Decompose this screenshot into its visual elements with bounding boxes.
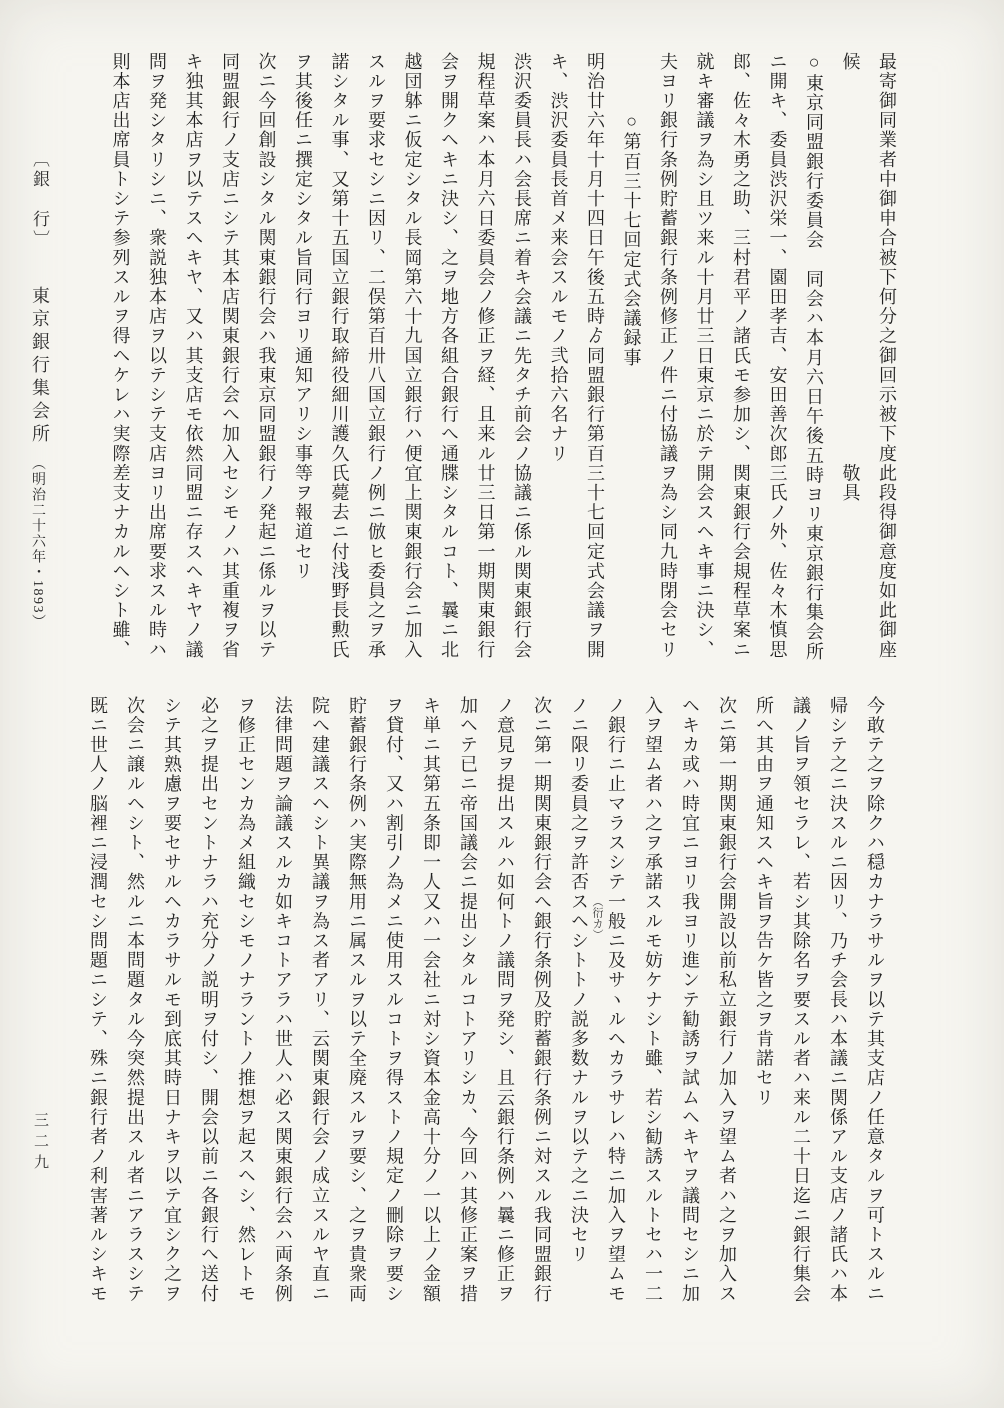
text-column: 法律問題ヲ論議スルカ如キコトアラハ世人ハ必ス関東銀行会ハ両条例: [273, 696, 293, 1304]
text-column: 則本店出席員トシテ参列スルヲ得ヘケレハ実際差支ナカルヘシト雖、: [110, 52, 131, 660]
text-column: 貯蓄銀行条例ハ実際無用ニ属スルヲ以テ全廃スルヲ要シ、之ヲ貴衆両: [347, 696, 367, 1304]
text-column: ヲ修正センカ為メ組織セシモノナラントノ推想ヲ起スヘシ、然レトモ: [236, 696, 256, 1304]
text-column: 次ニ第一期関東銀行会開設以前私立銀行ノ加入ヲ望ム者ハ之ヲ加入ス: [717, 696, 737, 1304]
text-column: 今敢テ之ヲ除クハ穏カナラサルヲ以テ其支店ノ任意タルヲ可トスルニ: [865, 696, 885, 1304]
text-column: 帰シテ之ニ決スルニ因リ、乃チ会長ハ本議ニ関係アル支店ノ諸氏ハ本: [828, 696, 848, 1304]
text-column: 次ニ今回創設シタル関東銀行会ハ我東京同盟銀行ノ発起ニ係ルヲ以テ: [256, 52, 277, 660]
section-heading-column: ○第百三十七回定式会議録事: [621, 52, 642, 368]
text-column: 就キ審議ヲ為シ且ツ来ル十月廿三日東京ニ於テ開会スヘキ事ニ決シ、: [694, 52, 715, 660]
margin-category-label: 〔銀 行〕: [30, 150, 49, 250]
text-column: 次会ニ譲ルヘシト、然ルニ本問題タル今突然提出スル者ニアラスシテ: [125, 696, 145, 1304]
text-column: 候 敬具: [840, 52, 861, 503]
text-column: 既ニ世人ノ脳裡ニ浸潤セシ問題ニシテ、殊ニ銀行者ノ利害著ルシキモ: [88, 696, 108, 1304]
text-column: スルヲ要求セシニ因リ、二俣第百卅八国立銀行ノ例ニ倣ヒ委員之ヲ承: [366, 52, 386, 660]
page-number: 三二九: [32, 1112, 48, 1175]
text-column: 郎、佐々木勇之助、三村君平ノ諸氏モ参加シ、関東銀行会規程草案ニ: [731, 52, 751, 660]
text-column: キ、渋沢委員長首メ来会スルモノ弐拾六名ナリ: [548, 52, 569, 464]
text-column: 議ノ旨ヲ領セラレ、若シ其除名ヲ要スル者ハ来ル二十日迄ニ銀行集会: [791, 696, 811, 1304]
margin-year-label: （明治二十六年・1893）: [30, 456, 45, 630]
text-column: 規程草案ハ本月六日委員会ノ修正ヲ経、且来ル廿三日第一期関東銀行: [475, 52, 496, 660]
margin-source-label: 東京銀行集会所: [30, 286, 50, 447]
text-column: 会ヲ開クヘキニ決シ、之ヲ地方各組合銀行へ通牒シタルコト、曩ニ北: [439, 52, 459, 660]
text-column: 必之ヲ提出セントナラハ充分ノ説明ヲ付シ、開会以前ニ各銀行へ送付: [199, 696, 219, 1304]
text-column: キ独其本店ヲ以テスヘキヤ、又ハ其支店モ依然同盟ニ存スヘキヤノ議: [183, 52, 204, 660]
text-column: シテ其熟慮ヲ要セサルヘカラサルモ到底其時日ナキヲ以テ宜シク之ヲ: [162, 696, 182, 1304]
text-column: 所へ其由ヲ通知スヘキ旨ヲ告ケ皆之ヲ肯諾セリ: [754, 696, 774, 1108]
text-column: 最寄御同業者中御申合被下何分之御回示被下度此段得御意度如此御座: [877, 52, 897, 660]
text-column: ニ開キ、委員渋沢栄一、園田孝吉、安田善次郎三氏ノ外、佐々木慎思: [767, 52, 788, 660]
text-column: 加ヘテ已ニ帝国議会ニ提出シタルコトアリシカ、今回ハ其修正案ヲ措: [458, 696, 478, 1304]
text-column: 越団躰ニ仮定シタル長岡第六十九国立銀行ハ便宜上関東銀行会ニ加入: [402, 52, 423, 660]
bottom-text-block: [79, 696, 893, 1321]
text-column: ヲ其後任ニ撰定シタル旨同行ヨリ通知アリシ事等ヲ報道セリ: [293, 52, 313, 582]
text-column: ノニ限リ委員之ヲ許否スヘシトトノ説多数ナルヲ以テ之ニ決セリ: [569, 696, 589, 1265]
text-column: 院へ建議スヘシト異議ヲ為ス者アリ、云関東銀行会ノ成立スルヤ直ニ: [310, 696, 330, 1304]
text-column: ノ意見ヲ提出スルハ如何トノ議問ヲ発シ、且云銀行条例ハ曩ニ修正ヲ: [495, 696, 515, 1304]
text-column: 問ヲ発シタリシニ、衆説独本店ヲ以テシテ支店ヨリ出席要求スル時ハ: [147, 52, 167, 660]
text-column: キ単ニ其第五条即一人又ハ一会社ニ対シ資本金高十分ノ一以上ノ金額: [421, 696, 441, 1304]
text-column: 次ニ第一期関東銀行会へ銀行条例及貯蓄銀行条例ニ対スル我同盟銀行: [532, 696, 552, 1304]
text-column: 夫ヨリ銀行条例貯蓄銀行条例修正ノ件ニ付協議ヲ為シ同九時閉会セリ: [658, 52, 678, 660]
text-column: 渋沢委員長ハ会長席ニ着キ会議ニ先タチ前会ノ協議ニ係ル関東銀行会: [512, 52, 532, 660]
text-column: 入ヲ望ム者ハ之ヲ承諾スルモ妨ケナシト雖、若シ勧誘スルトセハ一二: [643, 696, 663, 1304]
top-text-block: [102, 52, 905, 677]
text-column: ヲ貸付、又ハ割引ノ為メニ使用スルコトヲ得ストノ規定ノ刪除ヲ要シ: [384, 696, 404, 1304]
text-column: ○東京同盟銀行委員会 同会ハ本月六日午後五時ヨリ東京銀行集会所: [804, 52, 824, 662]
text-column: 明治廿六年十月十四日午後五時ゟ同盟銀行第百三十七回定式会議ヲ開: [585, 52, 605, 660]
text-column: ヘキカ或ハ時宜ニヨリ我ヨリ進ンテ勧誘ヲ試ムヘキヤヲ議問セシニ加: [680, 696, 700, 1304]
text-column: 同盟銀行ノ支店ニシテ其本店関東銀行会へ加入セシモノハ其重複ヲ省: [220, 52, 240, 660]
text-column: 諾シタル事、又第十五国立銀行取締役細川護久氏薨去ニ付浅野長勲氏: [329, 52, 350, 660]
text-column: ノ銀行ニ止マラスシテ一般ニ及サヽルヘカラサレハ特ニ加入ヲ望ムモ: [606, 696, 626, 1304]
editorial-annotation: （衍カ）: [591, 896, 603, 940]
